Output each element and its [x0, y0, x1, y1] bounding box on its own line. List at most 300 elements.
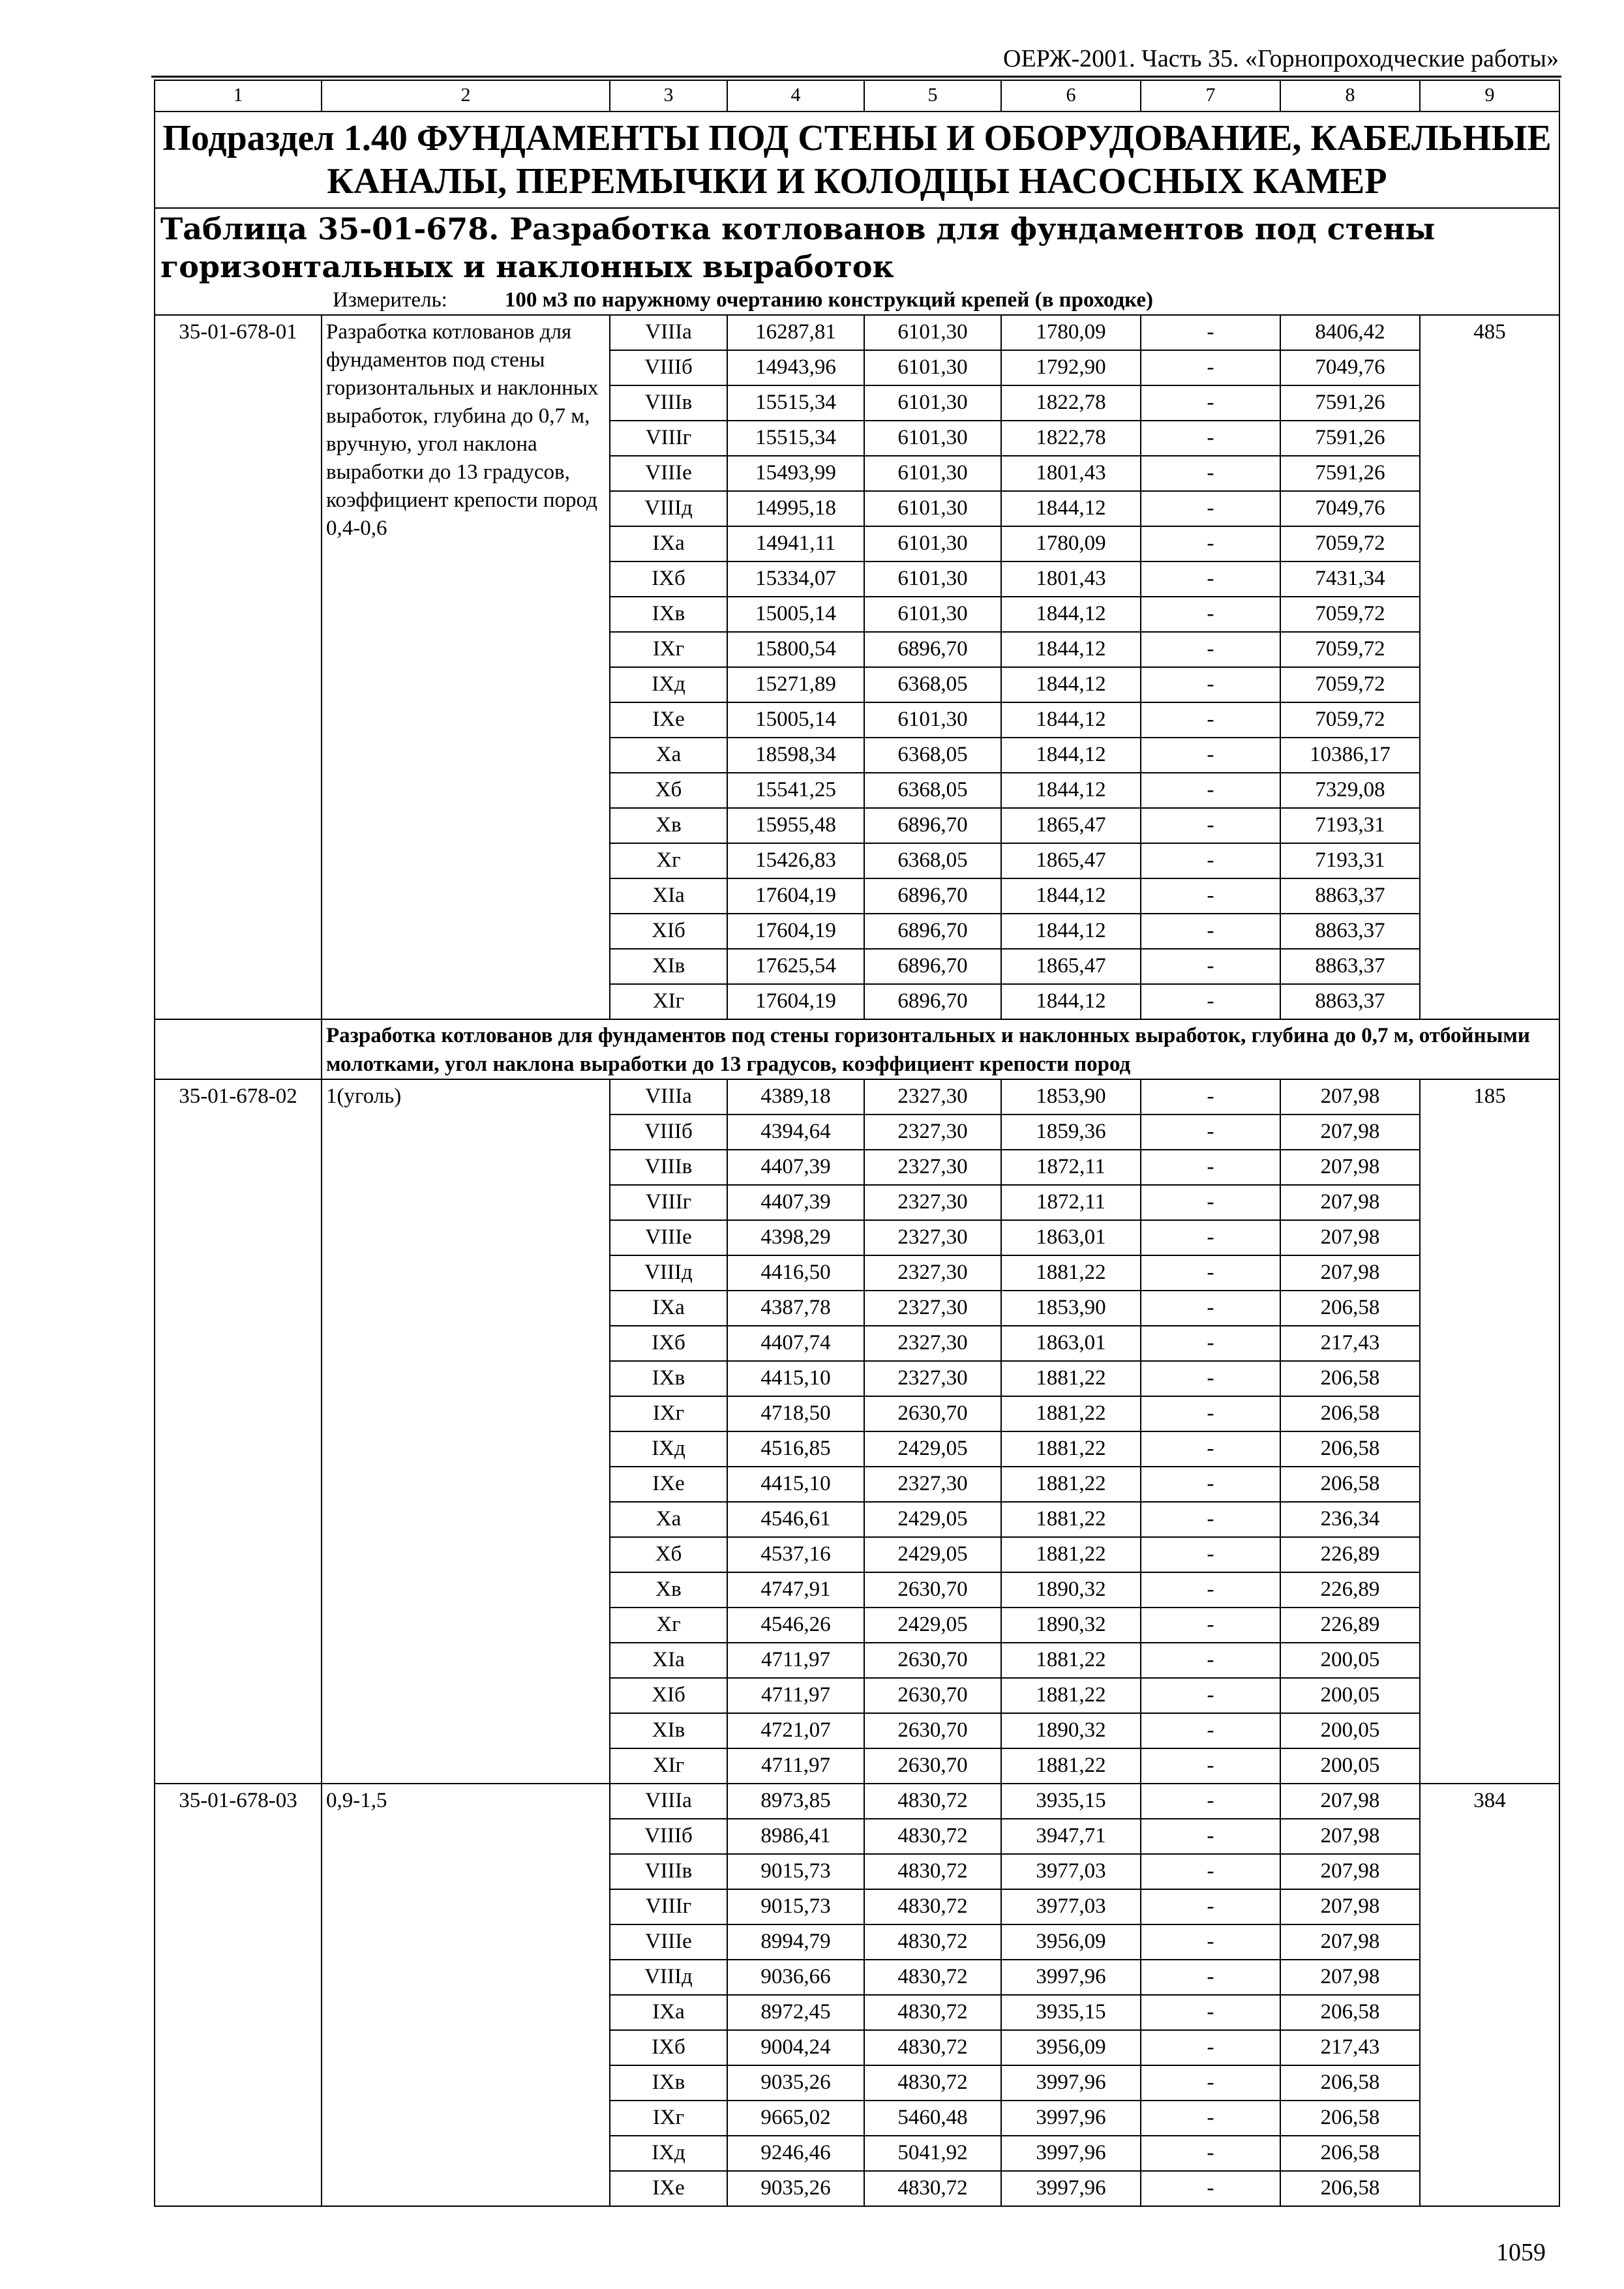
- rock-category: IXв: [610, 1361, 727, 1396]
- materials-cost: 226,89: [1280, 1572, 1420, 1608]
- wages: 2327,30: [864, 1185, 1001, 1220]
- machine-cost: 1881,22: [1001, 1255, 1141, 1291]
- machinist-wages: -: [1141, 1150, 1280, 1185]
- rock-category: IXа: [610, 1995, 727, 2030]
- column-number: 8: [1280, 80, 1420, 112]
- rock-category: XIб: [610, 914, 727, 949]
- wages: 6896,70: [864, 984, 1001, 1019]
- machine-cost: 1872,11: [1001, 1150, 1141, 1185]
- wages: 2630,70: [864, 1396, 1001, 1431]
- machine-cost: 3997,96: [1001, 2065, 1141, 2101]
- rock-category: VIIIг: [610, 1889, 727, 1924]
- total-cost: 4407,39: [727, 1185, 864, 1220]
- materials-cost: 206,58: [1280, 1396, 1420, 1431]
- machinist-wages: -: [1141, 1784, 1280, 1819]
- machinist-wages: -: [1141, 984, 1280, 1019]
- machine-cost: 1872,11: [1001, 1185, 1141, 1220]
- materials-cost: 207,98: [1280, 1079, 1420, 1115]
- rock-category: VIIIе: [610, 1220, 727, 1255]
- wages: 2327,30: [864, 1361, 1001, 1396]
- column-number: 2: [322, 80, 610, 112]
- machine-cost: 1881,22: [1001, 1748, 1141, 1784]
- machinist-wages: -: [1141, 350, 1280, 385]
- table-row: [155, 1079, 1559, 1115]
- machinist-wages: -: [1141, 1502, 1280, 1537]
- rock-category: VIIIд: [610, 1255, 727, 1291]
- machinist-wages: -: [1141, 667, 1280, 702]
- subhead-code-cell: [155, 1019, 322, 1079]
- wages: 6896,70: [864, 914, 1001, 949]
- wages: 6101,30: [864, 315, 1001, 350]
- total-cost: 17625,54: [727, 949, 864, 984]
- machinist-wages: -: [1141, 421, 1280, 456]
- wages: 4830,72: [864, 1784, 1001, 1819]
- materials-cost: 7059,72: [1280, 667, 1420, 702]
- rock-category: VIIIб: [610, 1819, 727, 1854]
- materials-cost: 207,98: [1280, 1854, 1420, 1889]
- total-cost: 4415,10: [727, 1361, 864, 1396]
- column-number: 5: [864, 80, 1001, 112]
- rock-category: XIв: [610, 1713, 727, 1748]
- total-cost: 9036,66: [727, 1960, 864, 1995]
- total-cost: 8986,41: [727, 1819, 864, 1854]
- rock-category: IXб: [610, 561, 727, 597]
- wages: 4830,72: [864, 1960, 1001, 1995]
- rock-category: VIIIа: [610, 315, 727, 350]
- total-cost: 18598,34: [727, 738, 864, 773]
- machine-cost: 3935,15: [1001, 1784, 1141, 1819]
- machinist-wages: -: [1141, 2030, 1280, 2065]
- labor-hours: 185: [1420, 1079, 1559, 1784]
- materials-cost: 217,43: [1280, 2030, 1420, 2065]
- machine-cost: 1881,22: [1001, 1643, 1141, 1678]
- materials-cost: 10386,17: [1280, 738, 1420, 773]
- machinist-wages: -: [1141, 2101, 1280, 2136]
- machinist-wages: -: [1141, 491, 1280, 526]
- table-title-cell: [155, 208, 1559, 315]
- materials-cost: 200,05: [1280, 1748, 1420, 1784]
- machine-cost: 1801,43: [1001, 561, 1141, 597]
- materials-cost: 236,34: [1280, 1502, 1420, 1537]
- materials-cost: 200,05: [1280, 1643, 1420, 1678]
- total-cost: 15541,25: [727, 773, 864, 808]
- machinist-wages: -: [1141, 385, 1280, 421]
- machine-cost: 1844,12: [1001, 984, 1141, 1019]
- table-row: [155, 315, 1559, 350]
- machinist-wages: -: [1141, 1854, 1280, 1889]
- machine-cost: 3977,03: [1001, 1889, 1141, 1924]
- materials-cost: 8406,42: [1280, 315, 1420, 350]
- rock-category: Xб: [610, 1537, 727, 1572]
- rock-category: IXв: [610, 597, 727, 632]
- rock-category: XIг: [610, 984, 727, 1019]
- total-cost: 9015,73: [727, 1854, 864, 1889]
- machinist-wages: -: [1141, 526, 1280, 561]
- total-cost: 9665,02: [727, 2101, 864, 2136]
- rate-description: Разработка котлованов для фундаментов под стены горизонтальных и наклонных выработок, глубина до 0,7 м, вручную, угол наклона выработки до 13 градусов, коэффициент крепости пород 0,4-0,6: [322, 315, 610, 1019]
- machine-cost: 1865,47: [1001, 949, 1141, 984]
- materials-cost: 7049,76: [1280, 491, 1420, 526]
- rock-category: IXд: [610, 1431, 727, 1467]
- machine-cost: 1853,90: [1001, 1079, 1141, 1115]
- wages: 6368,05: [864, 667, 1001, 702]
- rock-category: Xв: [610, 1572, 727, 1608]
- machine-cost: 1844,12: [1001, 667, 1141, 702]
- materials-cost: 206,58: [1280, 1291, 1420, 1326]
- wages: 6101,30: [864, 491, 1001, 526]
- materials-cost: 207,98: [1280, 1150, 1420, 1185]
- machinist-wages: -: [1141, 1079, 1280, 1115]
- labor-hours: 384: [1420, 1784, 1559, 2206]
- machine-cost: 1890,32: [1001, 1713, 1141, 1748]
- rock-category: IXг: [610, 2101, 727, 2136]
- machinist-wages: -: [1141, 702, 1280, 738]
- materials-cost: 226,89: [1280, 1537, 1420, 1572]
- materials-cost: 207,98: [1280, 1185, 1420, 1220]
- materials-cost: 8863,37: [1280, 984, 1420, 1019]
- total-cost: 4721,07: [727, 1713, 864, 1748]
- materials-cost: 206,58: [1280, 2065, 1420, 2101]
- machine-cost: 1863,01: [1001, 1326, 1141, 1361]
- machinist-wages: -: [1141, 315, 1280, 350]
- machine-cost: 1844,12: [1001, 597, 1141, 632]
- wages: 6101,30: [864, 385, 1001, 421]
- rate-description: 0,9-1,5: [322, 1784, 610, 2206]
- total-cost: 4394,64: [727, 1115, 864, 1150]
- machinist-wages: -: [1141, 1608, 1280, 1643]
- machinist-wages: -: [1141, 914, 1280, 949]
- wages: 6896,70: [864, 632, 1001, 667]
- total-cost: 15005,14: [727, 702, 864, 738]
- total-cost: 15515,34: [727, 385, 864, 421]
- rock-category: XIв: [610, 949, 727, 984]
- rock-category: IXв: [610, 2065, 727, 2101]
- rock-category: IXе: [610, 1467, 727, 1502]
- rock-category: VIIIб: [610, 350, 727, 385]
- machinist-wages: -: [1141, 1995, 1280, 2030]
- machine-cost: 1890,32: [1001, 1572, 1141, 1608]
- wages: 2429,05: [864, 1537, 1001, 1572]
- materials-cost: 206,58: [1280, 2136, 1420, 2171]
- machine-cost: 1844,12: [1001, 914, 1141, 949]
- rock-category: VIIIе: [610, 456, 727, 491]
- rock-category: VIIIб: [610, 1115, 727, 1150]
- wages: 6101,30: [864, 350, 1001, 385]
- page-number: 1059: [1496, 2239, 1546, 2266]
- rock-category: VIIIа: [610, 1784, 727, 1819]
- wages: 5460,48: [864, 2101, 1001, 2136]
- machine-cost: 1822,78: [1001, 385, 1141, 421]
- rock-category: IXг: [610, 632, 727, 667]
- machinist-wages: -: [1141, 561, 1280, 597]
- materials-cost: 7193,31: [1280, 808, 1420, 843]
- wages: 2429,05: [864, 1608, 1001, 1643]
- machinist-wages: -: [1141, 1748, 1280, 1784]
- machinist-wages: -: [1141, 1467, 1280, 1502]
- machinist-wages: -: [1141, 1361, 1280, 1396]
- total-cost: 15271,89: [727, 667, 864, 702]
- machinist-wages: -: [1141, 1537, 1280, 1572]
- total-cost: 4398,29: [727, 1220, 864, 1255]
- machinist-wages: -: [1141, 1396, 1280, 1431]
- rock-category: IXг: [610, 1396, 727, 1431]
- materials-cost: 7059,72: [1280, 597, 1420, 632]
- wages: 2327,30: [864, 1115, 1001, 1150]
- machinist-wages: -: [1141, 1924, 1280, 1960]
- machine-cost: 1859,36: [1001, 1115, 1141, 1150]
- wages: 6896,70: [864, 808, 1001, 843]
- rate-description: 1(уголь): [322, 1079, 610, 1784]
- wages: 6101,30: [864, 702, 1001, 738]
- machinist-wages: -: [1141, 1185, 1280, 1220]
- total-cost: 15334,07: [727, 561, 864, 597]
- machine-cost: 1863,01: [1001, 1220, 1141, 1255]
- wages: 2327,30: [864, 1150, 1001, 1185]
- subsection-title: Подраздел 1.40 ФУНДАМЕНТЫ ПОД СТЕНЫ И ОБОРУДОВАНИЕ, КАБЕЛЬНЫЕ КАНАЛЫ, ПЕРЕМЫЧКИ И КОЛОДЦЫ НАСОСНЫХ КАМЕР: [155, 112, 1559, 208]
- materials-cost: 207,98: [1280, 1819, 1420, 1854]
- wages: 4830,72: [864, 2065, 1001, 2101]
- machine-cost: 1881,22: [1001, 1467, 1141, 1502]
- rock-category: VIIIг: [610, 421, 727, 456]
- wages: 4830,72: [864, 2171, 1001, 2206]
- rock-category: XIа: [610, 878, 727, 914]
- machine-cost: 3935,15: [1001, 1995, 1141, 2030]
- machine-cost: 1844,12: [1001, 702, 1141, 738]
- rock-category: Xа: [610, 1502, 727, 1537]
- wages: 6101,30: [864, 597, 1001, 632]
- wages: 4830,72: [864, 2030, 1001, 2065]
- machine-cost: 1881,22: [1001, 1502, 1141, 1537]
- machine-cost: 1844,12: [1001, 878, 1141, 914]
- unit-label: Измеритель:: [333, 288, 447, 312]
- machine-cost: 1822,78: [1001, 421, 1141, 456]
- total-cost: 8994,79: [727, 1924, 864, 1960]
- column-number: 4: [727, 80, 864, 112]
- total-cost: 4711,97: [727, 1678, 864, 1713]
- column-number: 1: [155, 80, 322, 112]
- rock-category: IXа: [610, 526, 727, 561]
- machine-cost: 1780,09: [1001, 526, 1141, 561]
- machine-cost: 1881,22: [1001, 1396, 1141, 1431]
- wages: 2429,05: [864, 1431, 1001, 1467]
- subsection-row: [155, 112, 1559, 208]
- total-cost: 15426,83: [727, 843, 864, 878]
- rock-category: Xв: [610, 808, 727, 843]
- materials-cost: 207,98: [1280, 1255, 1420, 1291]
- machine-cost: 1853,90: [1001, 1291, 1141, 1326]
- subhead-row: [155, 1019, 1559, 1079]
- materials-cost: 8863,37: [1280, 914, 1420, 949]
- wages: 2327,30: [864, 1255, 1001, 1291]
- wages: 6368,05: [864, 773, 1001, 808]
- total-cost: 9015,73: [727, 1889, 864, 1924]
- column-number: 3: [610, 80, 727, 112]
- total-cost: 4718,50: [727, 1396, 864, 1431]
- machine-cost: 1890,32: [1001, 1608, 1141, 1643]
- machinist-wages: -: [1141, 456, 1280, 491]
- machine-cost: 3956,09: [1001, 2030, 1141, 2065]
- wages: 4830,72: [864, 1819, 1001, 1854]
- rock-category: VIIIв: [610, 1854, 727, 1889]
- materials-cost: 7591,26: [1280, 385, 1420, 421]
- materials-cost: 7059,72: [1280, 702, 1420, 738]
- table-title-row: [155, 208, 1559, 315]
- total-cost: 4415,10: [727, 1467, 864, 1502]
- wages: 2327,30: [864, 1291, 1001, 1326]
- materials-cost: 200,05: [1280, 1678, 1420, 1713]
- wages: 4830,72: [864, 1995, 1001, 2030]
- rock-category: IXд: [610, 667, 727, 702]
- rock-category: XIб: [610, 1678, 727, 1713]
- machinist-wages: -: [1141, 1643, 1280, 1678]
- total-cost: 15493,99: [727, 456, 864, 491]
- table-title: Таблица 35-01-678. Разработка котлованов для фундаментов под стены горизонтальных и наклонных выработок: [160, 211, 1436, 284]
- machine-cost: 1881,22: [1001, 1678, 1141, 1713]
- materials-cost: 226,89: [1280, 1608, 1420, 1643]
- total-cost: 15515,34: [727, 421, 864, 456]
- column-number: 9: [1420, 80, 1559, 112]
- machinist-wages: -: [1141, 773, 1280, 808]
- header-rule: [151, 76, 1561, 78]
- total-cost: 15005,14: [727, 597, 864, 632]
- machinist-wages: -: [1141, 808, 1280, 843]
- wages: 2630,70: [864, 1643, 1001, 1678]
- machinist-wages: -: [1141, 632, 1280, 667]
- machinist-wages: -: [1141, 949, 1280, 984]
- total-cost: 4546,26: [727, 1608, 864, 1643]
- materials-cost: 207,98: [1280, 1924, 1420, 1960]
- rock-category: VIIIа: [610, 1079, 727, 1115]
- machine-cost: 1801,43: [1001, 456, 1141, 491]
- rock-category: VIIIд: [610, 491, 727, 526]
- materials-cost: 8863,37: [1280, 949, 1420, 984]
- materials-cost: 7591,26: [1280, 421, 1420, 456]
- total-cost: 8972,45: [727, 1995, 864, 2030]
- total-cost: 4387,78: [727, 1291, 864, 1326]
- machine-cost: 1865,47: [1001, 808, 1141, 843]
- wages: 6101,30: [864, 421, 1001, 456]
- machine-cost: 1865,47: [1001, 843, 1141, 878]
- machinist-wages: -: [1141, 1960, 1280, 1995]
- materials-cost: 7059,72: [1280, 632, 1420, 667]
- wages: 6368,05: [864, 843, 1001, 878]
- rate-code: 35-01-678-01: [155, 315, 322, 1019]
- total-cost: 4711,97: [727, 1643, 864, 1678]
- machinist-wages: -: [1141, 738, 1280, 773]
- wages: 4830,72: [864, 1854, 1001, 1889]
- machinist-wages: -: [1141, 1220, 1280, 1255]
- materials-cost: 200,05: [1280, 1713, 1420, 1748]
- materials-cost: 7431,34: [1280, 561, 1420, 597]
- wages: 2630,70: [864, 1713, 1001, 1748]
- machinist-wages: -: [1141, 1572, 1280, 1608]
- materials-cost: 8863,37: [1280, 878, 1420, 914]
- rock-category: VIIIв: [610, 1150, 727, 1185]
- wages: 4830,72: [864, 1889, 1001, 1924]
- materials-cost: 207,98: [1280, 1960, 1420, 1995]
- machine-cost: 1792,90: [1001, 350, 1141, 385]
- wages: 2630,70: [864, 1572, 1001, 1608]
- machine-cost: 1881,22: [1001, 1431, 1141, 1467]
- total-cost: 4389,18: [727, 1079, 864, 1115]
- rock-category: XIг: [610, 1748, 727, 1784]
- column-number: 6: [1001, 80, 1141, 112]
- machinist-wages: -: [1141, 1431, 1280, 1467]
- machine-cost: 3997,96: [1001, 2136, 1141, 2171]
- machine-cost: 1844,12: [1001, 632, 1141, 667]
- materials-cost: 206,58: [1280, 1467, 1420, 1502]
- wages: 2327,30: [864, 1220, 1001, 1255]
- unit-line: [160, 286, 1554, 314]
- total-cost: 4537,16: [727, 1537, 864, 1572]
- materials-cost: 207,98: [1280, 1115, 1420, 1150]
- machinist-wages: -: [1141, 1713, 1280, 1748]
- machinist-wages: -: [1141, 1326, 1280, 1361]
- machinist-wages: -: [1141, 843, 1280, 878]
- materials-cost: 206,58: [1280, 1361, 1420, 1396]
- total-cost: 8973,85: [727, 1784, 864, 1819]
- machine-cost: 3947,71: [1001, 1819, 1141, 1854]
- rock-category: IXб: [610, 1326, 727, 1361]
- total-cost: 15800,54: [727, 632, 864, 667]
- materials-cost: 206,58: [1280, 2171, 1420, 2206]
- total-cost: 9035,26: [727, 2171, 864, 2206]
- wages: 2327,30: [864, 1467, 1001, 1502]
- total-cost: 17604,19: [727, 984, 864, 1019]
- machinist-wages: -: [1141, 1678, 1280, 1713]
- machinist-wages: -: [1141, 597, 1280, 632]
- rates-table: [154, 80, 1560, 2207]
- materials-cost: 7049,76: [1280, 350, 1420, 385]
- column-number-row: [155, 80, 1559, 112]
- machinist-wages: -: [1141, 2136, 1280, 2171]
- machine-cost: 1844,12: [1001, 773, 1141, 808]
- materials-cost: 207,98: [1280, 1220, 1420, 1255]
- materials-cost: 207,98: [1280, 1784, 1420, 1819]
- wages: 2327,30: [864, 1326, 1001, 1361]
- wages: 2429,05: [864, 1502, 1001, 1537]
- machine-cost: 3997,96: [1001, 2171, 1141, 2206]
- materials-cost: 206,58: [1280, 2101, 1420, 2136]
- rate-code: 35-01-678-03: [155, 1784, 322, 2206]
- rock-category: Xг: [610, 843, 727, 878]
- wages: 6368,05: [864, 738, 1001, 773]
- rock-category: Xб: [610, 773, 727, 808]
- machine-cost: 1780,09: [1001, 315, 1141, 350]
- wages: 6101,30: [864, 561, 1001, 597]
- total-cost: 14941,11: [727, 526, 864, 561]
- materials-cost: 7193,31: [1280, 843, 1420, 878]
- rock-category: IXд: [610, 2136, 727, 2171]
- subhead-text: Разработка котлованов для фундаментов под стены горизонтальных и наклонных выработок, глубина до 0,7 м, отбойными молотками, угол наклона выработки до 13 градусов, коэффициент крепости пород: [322, 1019, 1559, 1079]
- rock-category: VIIIд: [610, 1960, 727, 1995]
- machinist-wages: -: [1141, 1819, 1280, 1854]
- rock-category: XIа: [610, 1643, 727, 1678]
- total-cost: 17604,19: [727, 878, 864, 914]
- rock-category: VIIIв: [610, 385, 727, 421]
- machinist-wages: -: [1141, 2065, 1280, 2101]
- total-cost: 15955,48: [727, 808, 864, 843]
- total-cost: 14995,18: [727, 491, 864, 526]
- materials-cost: 207,98: [1280, 1889, 1420, 1924]
- total-cost: 4711,97: [727, 1748, 864, 1784]
- wages: 6896,70: [864, 878, 1001, 914]
- total-cost: 16287,81: [727, 315, 864, 350]
- rock-category: VIIIе: [610, 1924, 727, 1960]
- machine-cost: 3977,03: [1001, 1854, 1141, 1889]
- table-row: [155, 1784, 1559, 1819]
- total-cost: 9035,26: [727, 2065, 864, 2101]
